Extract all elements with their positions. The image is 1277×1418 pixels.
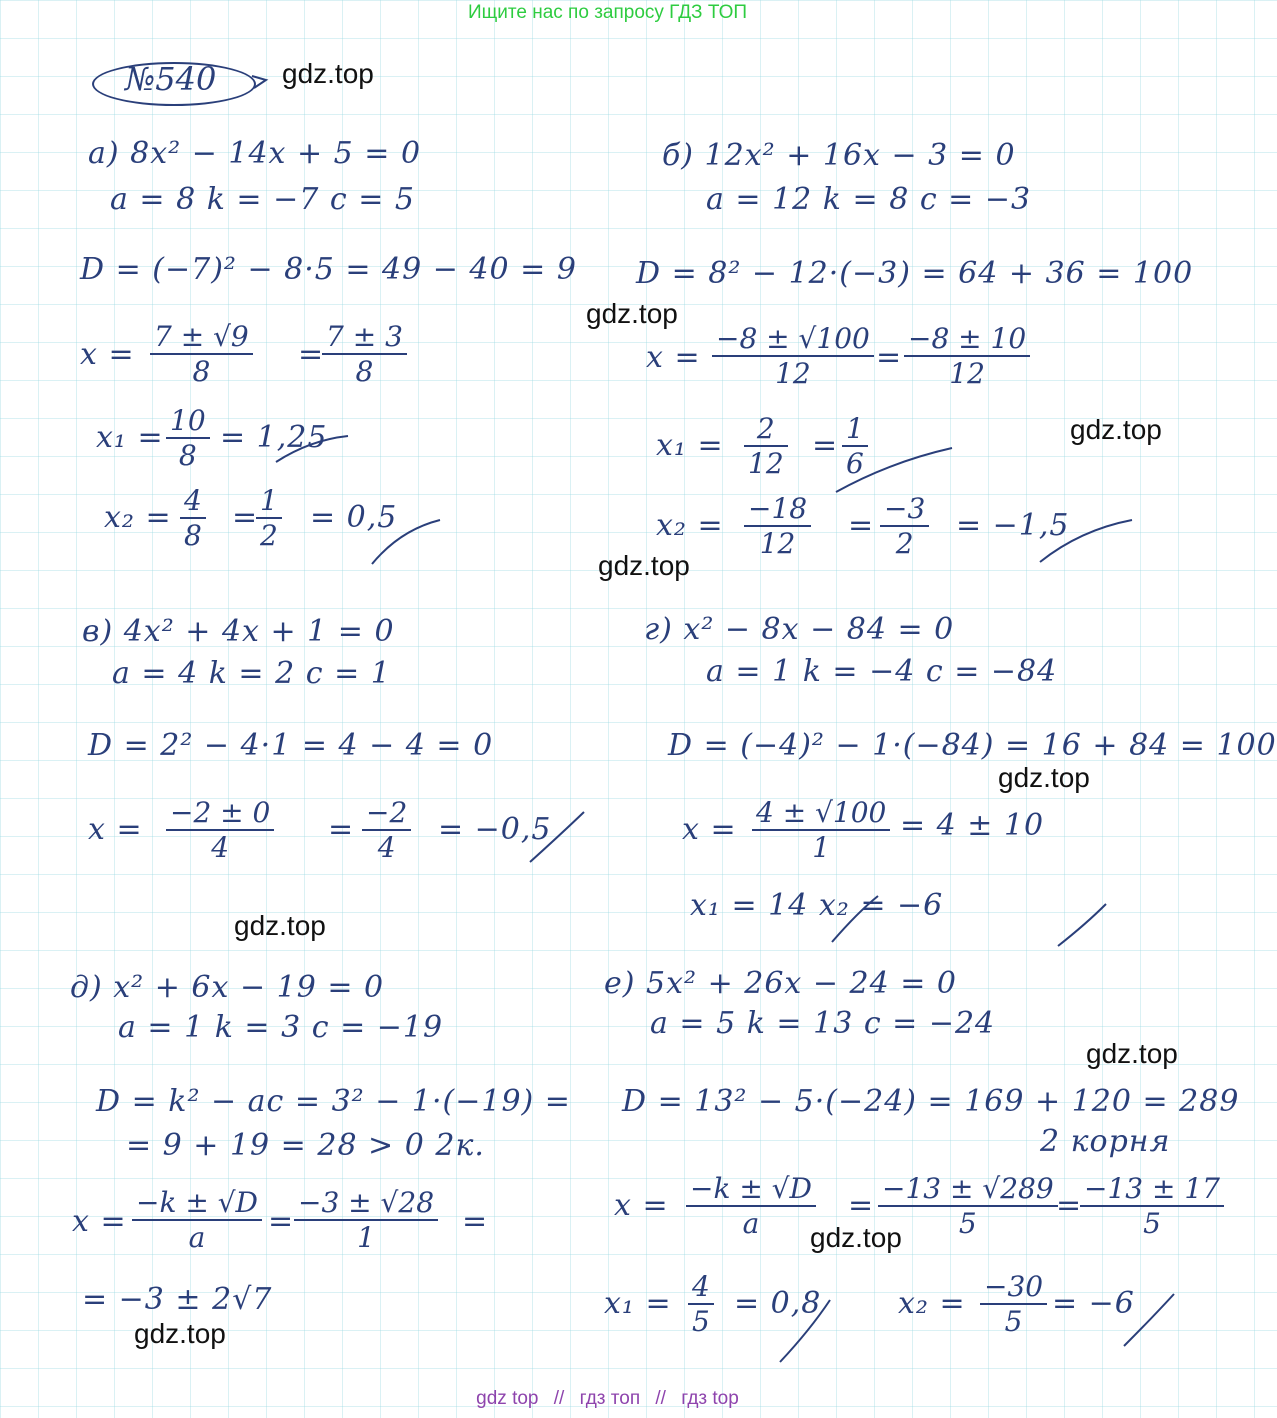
numerator: −13 ± √289 bbox=[882, 1172, 1054, 1205]
check-mark-icon bbox=[372, 520, 440, 564]
check-mark-icon bbox=[1040, 520, 1132, 562]
watermark: gdz.top bbox=[598, 550, 690, 581]
equals: = bbox=[848, 508, 875, 543]
bottom-link-2[interactable]: гдз топ bbox=[579, 1388, 641, 1409]
denominator: 8 bbox=[150, 353, 253, 388]
denominator: 8 bbox=[180, 517, 206, 552]
x2-label-b: x₂ = bbox=[656, 508, 724, 543]
x-label-v: x = bbox=[88, 812, 143, 847]
check-mark-icon bbox=[832, 896, 878, 942]
x2-label-a: x₂ = bbox=[104, 500, 172, 535]
coefficients-v: a = 4 k = 2 c = 1 bbox=[112, 656, 391, 691]
denominator: 8 bbox=[322, 353, 407, 388]
check-mark-icon bbox=[836, 448, 952, 492]
numerator: −2 bbox=[366, 796, 408, 829]
result-d: = −3 ± 2√7 bbox=[82, 1282, 273, 1317]
equals: = bbox=[812, 428, 839, 463]
equation-v: в) 4x² + 4x + 1 = 0 bbox=[82, 614, 395, 649]
discriminant-g: D = (−4)² − 1·(−84) = 16 + 84 = 100 bbox=[668, 728, 1277, 763]
x-label-a: x = bbox=[80, 337, 135, 372]
numerator: −8 ± 10 bbox=[908, 322, 1027, 355]
x2-value-a: = 0,5 bbox=[310, 500, 398, 535]
numerator: −k ± √D bbox=[136, 1186, 258, 1219]
discriminant-a: D = (−7)² − 8·5 = 49 − 40 = 9 bbox=[80, 252, 577, 287]
numerator: 1 bbox=[846, 412, 864, 445]
denominator: 1 bbox=[294, 1219, 438, 1254]
bottom-sep-2: // bbox=[655, 1388, 666, 1409]
x2-label-e: x₂ = bbox=[898, 1286, 966, 1321]
coefficients-b: a = 12 k = 8 c = −3 bbox=[706, 182, 1032, 217]
x1-label-a: x₁ = bbox=[96, 420, 164, 455]
numerator: −18 bbox=[748, 492, 808, 525]
numerator: −30 bbox=[984, 1270, 1044, 1303]
x-label-e: x = bbox=[614, 1188, 669, 1223]
equation-g: г) x² − 8x − 84 = 0 bbox=[644, 612, 955, 647]
discriminant-e: D = 13² − 5·(−24) = 169 + 120 = 289 bbox=[622, 1084, 1240, 1119]
watermark: gdz.top bbox=[586, 298, 678, 329]
denominator: 12 bbox=[904, 355, 1030, 390]
discriminant-d-1: D = k² − ac = 3² − 1·(−19) = bbox=[96, 1084, 571, 1119]
equals: = bbox=[1056, 1188, 1083, 1223]
x1-value-a: = 1,25 bbox=[220, 420, 328, 455]
watermark: gdz.top bbox=[1086, 1038, 1178, 1069]
numerator: −13 ± 17 bbox=[1084, 1172, 1220, 1205]
x2-value-b: = −1,5 bbox=[956, 508, 1070, 543]
equation-b: б) 12x² + 16x − 3 = 0 bbox=[662, 138, 1016, 173]
check-mark-icon bbox=[780, 1300, 830, 1362]
equals: = bbox=[848, 1188, 875, 1223]
x-label-d: x = bbox=[72, 1204, 127, 1239]
numerator: −8 ± √100 bbox=[716, 322, 870, 355]
numerator: 4 ± √100 bbox=[756, 796, 887, 829]
check-mark-icon bbox=[1124, 1294, 1174, 1346]
x1-label-b: x₁ = bbox=[656, 428, 724, 463]
numerator: −3 bbox=[884, 492, 926, 525]
denominator: 12 bbox=[744, 525, 811, 560]
denominator: 1 bbox=[752, 829, 890, 864]
coefficients-a: a = 8 k = −7 c = 5 bbox=[110, 182, 415, 217]
equation-d: д) x² + 6x − 19 = 0 bbox=[70, 970, 385, 1005]
check-mark-icon bbox=[276, 436, 348, 462]
check-mark-icon bbox=[1058, 904, 1106, 946]
discriminant-b: D = 8² − 12·(−3) = 64 + 36 = 100 bbox=[636, 256, 1194, 291]
equals: = bbox=[232, 500, 259, 535]
denominator: 8 bbox=[166, 437, 210, 472]
x-value-g: = 4 ± 10 bbox=[900, 808, 1045, 843]
x-label-b: x = bbox=[646, 340, 701, 375]
coefficients-g: a = 1 k = −4 c = −84 bbox=[706, 654, 1058, 689]
watermark: gdz.top bbox=[810, 1222, 902, 1253]
denominator: 5 bbox=[1080, 1205, 1224, 1240]
numerator: 10 bbox=[170, 404, 206, 437]
bottom-link-1[interactable]: gdz top bbox=[476, 1388, 539, 1409]
denominator: 2 bbox=[880, 525, 929, 560]
numerator: −k ± √D bbox=[690, 1172, 812, 1205]
watermark: gdz.top bbox=[998, 762, 1090, 793]
numerator: 2 bbox=[756, 412, 775, 445]
equation-a: а) 8x² − 14x + 5 = 0 bbox=[88, 136, 422, 171]
discriminant-d-2: = 9 + 19 = 28 > 0 2к. bbox=[126, 1128, 485, 1163]
x1-label-e: x₁ = bbox=[604, 1286, 672, 1321]
denominator: 6 bbox=[842, 445, 868, 480]
denominator: a bbox=[686, 1205, 816, 1240]
numerator: 1 bbox=[260, 484, 278, 517]
denominator: 12 bbox=[744, 445, 788, 480]
denominator: a bbox=[132, 1219, 262, 1254]
check-mark-icon bbox=[530, 812, 584, 862]
x-label-g: x = bbox=[682, 812, 737, 847]
bottom-link-3[interactable]: гдз top bbox=[681, 1388, 739, 1409]
equals: = bbox=[462, 1204, 489, 1239]
watermark: gdz.top bbox=[234, 910, 326, 941]
discriminant-v: D = 2² − 4·1 = 4 − 4 = 0 bbox=[88, 728, 494, 763]
numerator: 7 ± 3 bbox=[326, 320, 403, 353]
denominator: 2 bbox=[256, 517, 282, 552]
x-value-v: = −0,5 bbox=[438, 812, 552, 847]
coefficients-d: a = 1 k = 3 c = −19 bbox=[118, 1010, 444, 1045]
numerator: 4 bbox=[692, 1270, 710, 1303]
coefficients-e: a = 5 k = 13 c = −24 bbox=[650, 1006, 996, 1041]
watermark: gdz.top bbox=[282, 58, 374, 89]
denominator: 12 bbox=[712, 355, 874, 390]
note-e: 2 корня bbox=[1040, 1124, 1171, 1159]
top-banner: Ищите нас по запросу ГДЗ ТОП bbox=[467, 2, 748, 23]
denominator: 4 bbox=[362, 829, 411, 864]
numerator: 4 bbox=[184, 484, 202, 517]
numerator: −2 ± 0 bbox=[170, 796, 271, 829]
problem-number: №540 bbox=[125, 60, 217, 98]
arrow-mark-icon bbox=[252, 76, 266, 88]
x1-value-e: = 0,8 bbox=[734, 1286, 822, 1321]
numerator: 7 ± √9 bbox=[154, 320, 249, 353]
equals: = bbox=[298, 337, 325, 372]
denominator: 5 bbox=[980, 1303, 1047, 1338]
denominator: 5 bbox=[878, 1205, 1058, 1240]
equation-e: е) 5x² + 26x − 24 = 0 bbox=[604, 966, 958, 1001]
denominator: 5 bbox=[688, 1303, 714, 1338]
equals: = bbox=[268, 1204, 295, 1239]
equals: = bbox=[328, 812, 355, 847]
denominator: 4 bbox=[166, 829, 274, 864]
roots-g: x₁ = 14 x₂ = −6 bbox=[690, 888, 944, 923]
x2-value-e: = −6 bbox=[1052, 1286, 1135, 1321]
watermark: gdz.top bbox=[1070, 414, 1162, 445]
bottom-sep-1: // bbox=[553, 1388, 565, 1409]
watermark: gdz.top bbox=[134, 1318, 226, 1349]
numerator: −3 ± √28 bbox=[298, 1186, 435, 1219]
equals: = bbox=[876, 340, 903, 375]
